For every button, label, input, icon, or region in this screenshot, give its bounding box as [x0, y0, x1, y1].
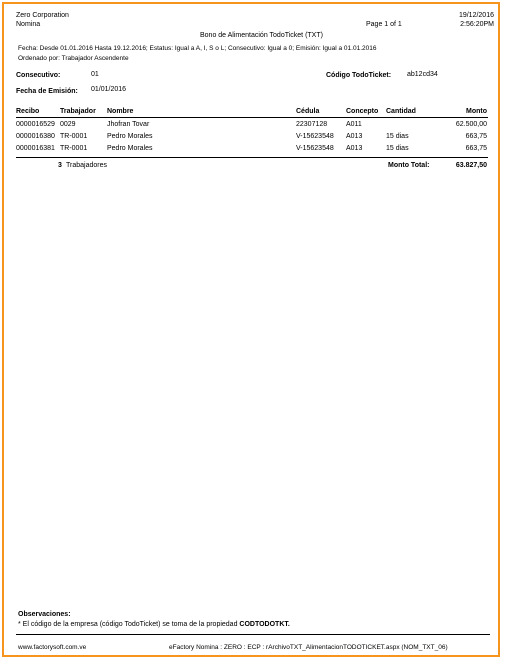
observations-title: Observaciones:: [18, 611, 71, 618]
cell-recibo: 0000016529: [16, 121, 55, 128]
header-rule: [16, 117, 488, 118]
observations-text-prefix: * El código de la empresa (código TodoTicket) se toma de la propiedad: [18, 621, 240, 628]
observations-property: CODTODOTKT.: [239, 621, 290, 628]
header-cantidad: Cantidad: [386, 108, 416, 115]
worker-count-label: Trabajadores: [66, 162, 107, 169]
report-time: 2:56:20PM: [460, 21, 494, 28]
cell-nombre: Pedro Morales: [107, 133, 153, 140]
header-concepto: Concepto: [346, 108, 379, 115]
report-title: Bono de Alimentación TodoTicket (TXT): [200, 32, 323, 39]
cell-recibo: 0000016381: [16, 145, 55, 152]
cell-monto: 663,75: [465, 145, 487, 152]
cell-concepto: A013: [346, 133, 363, 140]
cell-cedula: 22307128: [296, 121, 328, 128]
header-nombre: Nombre: [107, 108, 134, 115]
page-border: [2, 2, 500, 657]
cell-trabajador: 0029: [60, 121, 76, 128]
cell-nombre: Jhofran Tovar: [107, 121, 150, 128]
codigo-label: Código TodoTicket:: [326, 72, 392, 79]
filter-line: Fecha: Desde 01.01.2016 Hasta 19.12.2016; Estatus: Igual a A, I, S o L; Consecutivo: Igual a 0; Emisión: Igual a 01.01.2016: [18, 45, 377, 52]
fecha-emision-value: 01/01/2016: [91, 86, 127, 93]
cell-cedula: V-15623548: [296, 133, 334, 140]
company-name: Zero Corporation: [16, 12, 69, 19]
cell-cantidad: 15 dias: [386, 133, 409, 140]
cell-monto: 663,75: [465, 133, 487, 140]
cell-recibo: 0000016380: [16, 133, 55, 140]
module-name: Nomina: [16, 21, 41, 28]
header-monto: Monto: [466, 108, 487, 115]
report-date: 19/12/2016: [458, 12, 494, 19]
footer-website: www.factorysoft.com.ve: [18, 644, 87, 651]
header-cedula: Cédula: [296, 108, 320, 115]
cell-concepto: A013: [346, 145, 363, 152]
cell-monto: 62.500,00: [455, 121, 487, 128]
cell-cedula: V-15623548: [296, 145, 334, 152]
cell-concepto: A011: [346, 121, 362, 128]
cell-trabajador: TR-0001: [60, 145, 88, 152]
fecha-emision-label: Fecha de Emisión:: [16, 88, 78, 95]
cell-cantidad: 15 dias: [386, 145, 409, 152]
order-line: Ordenado por: Trabajador Ascendente: [18, 55, 129, 62]
footer-system-info: eFactory Nomina : ZERO : ECP : rArchivoTXT_AlimentacionTODOTICKET.aspx (NOM_TXT_06): [169, 644, 448, 651]
observations-text: [18, 621, 290, 628]
consecutivo-label: Consecutivo:: [16, 72, 61, 79]
footer-rule: [16, 634, 490, 635]
cell-trabajador: TR-0001: [60, 133, 88, 140]
codigo-value: ab12cd34: [407, 71, 438, 78]
total-label: Monto Total:: [388, 162, 430, 169]
cell-nombre: Pedro Morales: [107, 145, 153, 152]
header-trabajador: Trabajador: [60, 108, 96, 115]
worker-count: 3: [58, 162, 62, 169]
page-info: Page 1 of 1: [366, 21, 402, 28]
rows-rule: [16, 157, 488, 158]
header-recibo: Recibo: [16, 108, 40, 115]
consecutivo-value: 01: [91, 71, 99, 78]
total-value: 63.827,50: [455, 162, 487, 169]
